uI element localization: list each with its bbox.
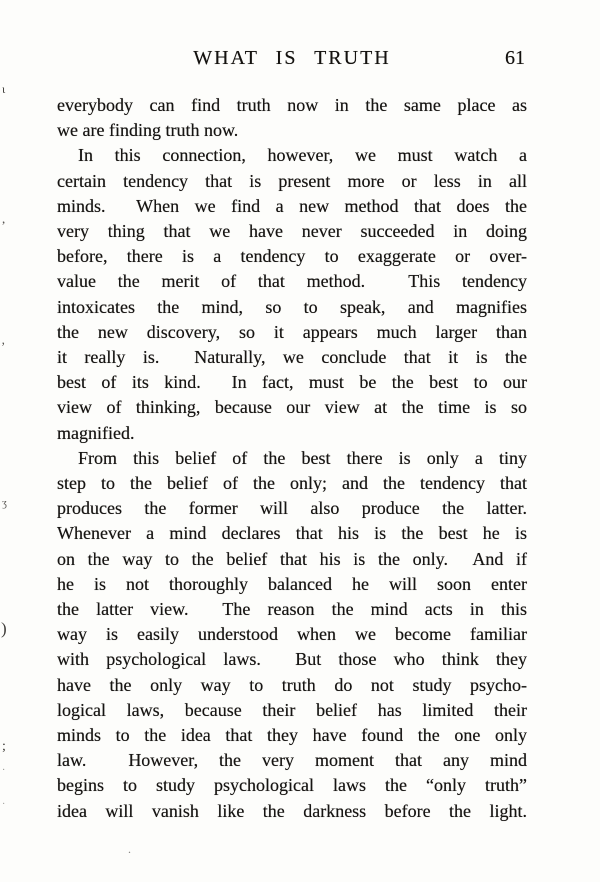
text-line: minds. When we find a new method that does the [57,195,527,216]
text-line: logical laws, because their belief has limited their [57,699,527,720]
text-line: the new discovery, so it appears much larger than [57,321,527,342]
text-line: In this connection, however, we must watch a [78,145,527,166]
text-line: certain tendency that is present more or less in all [57,170,527,191]
text-line: it really is. Naturally, we conclude that it is the [57,347,527,368]
text-line: way is easily understood when we become familiar [57,624,527,645]
text-line: From this belief of the best there is only a tiny [78,447,527,468]
text-line: on the way to the belief that his is the only. And if [57,548,527,569]
text-line: best of its kind. In fact, must be the best to our [57,372,527,393]
scan-artifact-mark: ʒ [2,497,7,509]
text-line: step to the belief of the only; and the tendency that [57,473,527,494]
scan-artifact-mark: ʼ [1,339,6,354]
text-line: the latter view. The reason the mind acts in this [57,599,527,620]
text-block [57,93,527,824]
scan-artifact-mark: ɩ [2,82,6,96]
text-line: before, there is a tendency to exaggerate or over- [57,246,527,267]
scan-artifact-mark: · [2,765,6,776]
text-line: Whenever a mind declares that his is the best he is [57,523,527,544]
scan-artifact-mark: . [128,842,131,856]
text-line: idea will vanish like the darkness before the light. [57,800,527,821]
text-line: have the only way to truth do not study psycho- [57,674,527,695]
text-line: with psychological laws. But those who think they [57,649,527,670]
text-line: he is not thoroughly balanced he will soon enter [57,573,527,594]
scan-artifact-mark: ; [2,739,6,754]
text-line: view of thinking, because our view at the time is so [57,397,527,418]
text-line: begins to study psychological laws the “only truth” [57,775,527,796]
running-head [57,47,527,73]
text-line: everybody can find truth now in the same place as [57,95,527,115]
text-line: produces the former will also produce the latter. [57,498,527,519]
page-title: WHAT IS TRUTH [193,47,391,69]
text-line: very thing that we have never succeeded in doing [57,221,527,242]
text-line: we are finding truth now. [57,120,239,141]
text-line: law. However, the very moment that any mind [57,750,527,771]
page-number: 61 [505,47,525,69]
scan-artifact-mark: · [2,799,6,810]
text-line: magnified. [57,422,135,443]
scan-artifact-mark: , [2,211,6,226]
scan-artifact-mark: ) [1,619,7,638]
text-line: minds to the idea that they have found the one only [57,725,527,746]
text-line: intoxicates the mind, so to speak, and magnifies [57,296,527,317]
text-line: value the merit of that method. This tendency [57,271,527,292]
